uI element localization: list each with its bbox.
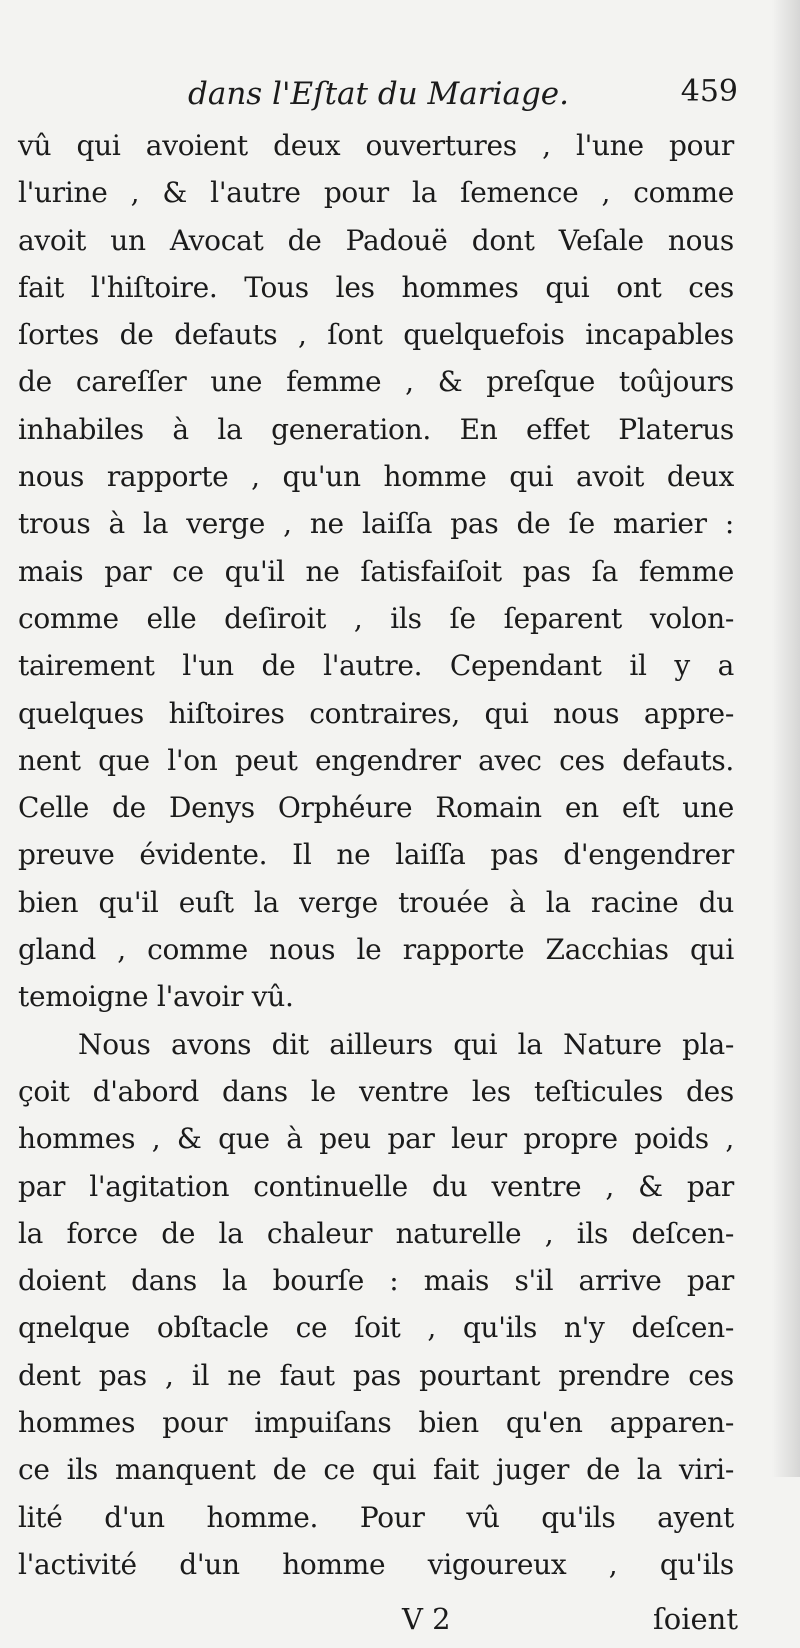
text-line: ce ils manquent de ce qui fait juger de la viri- xyxy=(18,1453,734,1487)
text-line: hommes pour impuiſans bien qu'en apparen- xyxy=(18,1406,734,1440)
text-line: nent que l'on peut engendrer avec ces defauts. xyxy=(18,743,734,777)
text-line: hommes , & que à peu par leur propre poids , xyxy=(18,1122,734,1156)
text-line: tairement l'un de l'autre. Cependant il y a xyxy=(18,649,734,683)
text-line: lité d'un homme. Pour vû qu'ils ayent xyxy=(18,1500,734,1534)
text-line: comme elle deſiroit , ils ſe ſeparent volon- xyxy=(18,601,734,635)
text-line: Celle de Denys Orphéure Romain en eſt une xyxy=(18,791,734,825)
text-line: çoit d'abord dans le ventre les teſticules des xyxy=(18,1074,734,1108)
text-line: Nous avons dit ailleurs qui la Nature pla- xyxy=(78,1027,734,1061)
text-line: l'urine , & l'autre pour la ſemence , comme xyxy=(18,176,734,210)
text-line: preuve évidente. Il ne laiſſa pas d'engendrer xyxy=(18,838,734,872)
text-line: gland , comme nous le rapporte Zacchias qui xyxy=(18,933,734,967)
text-line: mais par ce qu'il ne ſatisfaiſoit pas ſa femme xyxy=(18,554,734,588)
body-text xyxy=(18,122,734,1588)
text-line: ſortes de defauts , ſont quelquefois incapables xyxy=(18,318,734,352)
text-line: vû qui avoient deux ouvertures , l'une pour xyxy=(18,129,734,162)
signature-mark: V 2 xyxy=(402,1602,451,1637)
text-line: de careſſer une femme , & preſque toûjours xyxy=(18,365,734,399)
running-title: dans l'Eſtat du Mariage. xyxy=(188,76,569,112)
text-line: quelques hiſtoires contraires, qui nous appre- xyxy=(18,696,734,730)
scan-edge-shadow xyxy=(772,0,800,1477)
page-number: 459 xyxy=(680,74,738,109)
text-line: par l'agitation continuelle du ventre , & par xyxy=(18,1169,734,1203)
text-line: temoigne l'avoir vû. xyxy=(18,980,294,1014)
page-footer xyxy=(18,1598,738,1648)
text-line: dent pas , il ne faut pas pourtant prendre ces xyxy=(18,1358,734,1392)
text-line: trous à la verge , ne laiſſa pas de ſe marier : xyxy=(18,507,734,541)
catchword: ſoient xyxy=(653,1602,738,1637)
text-line: l'activité d'un homme vigoureux , qu'ils xyxy=(18,1547,734,1581)
text-line: inhabiles à la generation. En effet Platerus xyxy=(18,412,734,446)
book-page xyxy=(18,72,738,1637)
text-line: doient dans la bourſe : mais s'il arrive par xyxy=(18,1264,734,1298)
text-line: qnelque obſtacle ce ſoit , qu'ils n'y deſcen- xyxy=(18,1311,734,1345)
page-header xyxy=(18,72,738,122)
text-line: nous rapporte , qu'un homme qui avoit deux xyxy=(18,460,734,494)
text-line: avoit un Avocat de Padouë dont Veſale nous xyxy=(18,223,734,257)
text-line: fait l'hiſtoire. Tous les hommes qui ont ces xyxy=(18,270,734,304)
text-line: bien qu'il euſt la verge trouée à la racine du xyxy=(18,885,734,919)
text-line: la force de la chaleur naturelle , ils deſcen- xyxy=(18,1216,734,1250)
